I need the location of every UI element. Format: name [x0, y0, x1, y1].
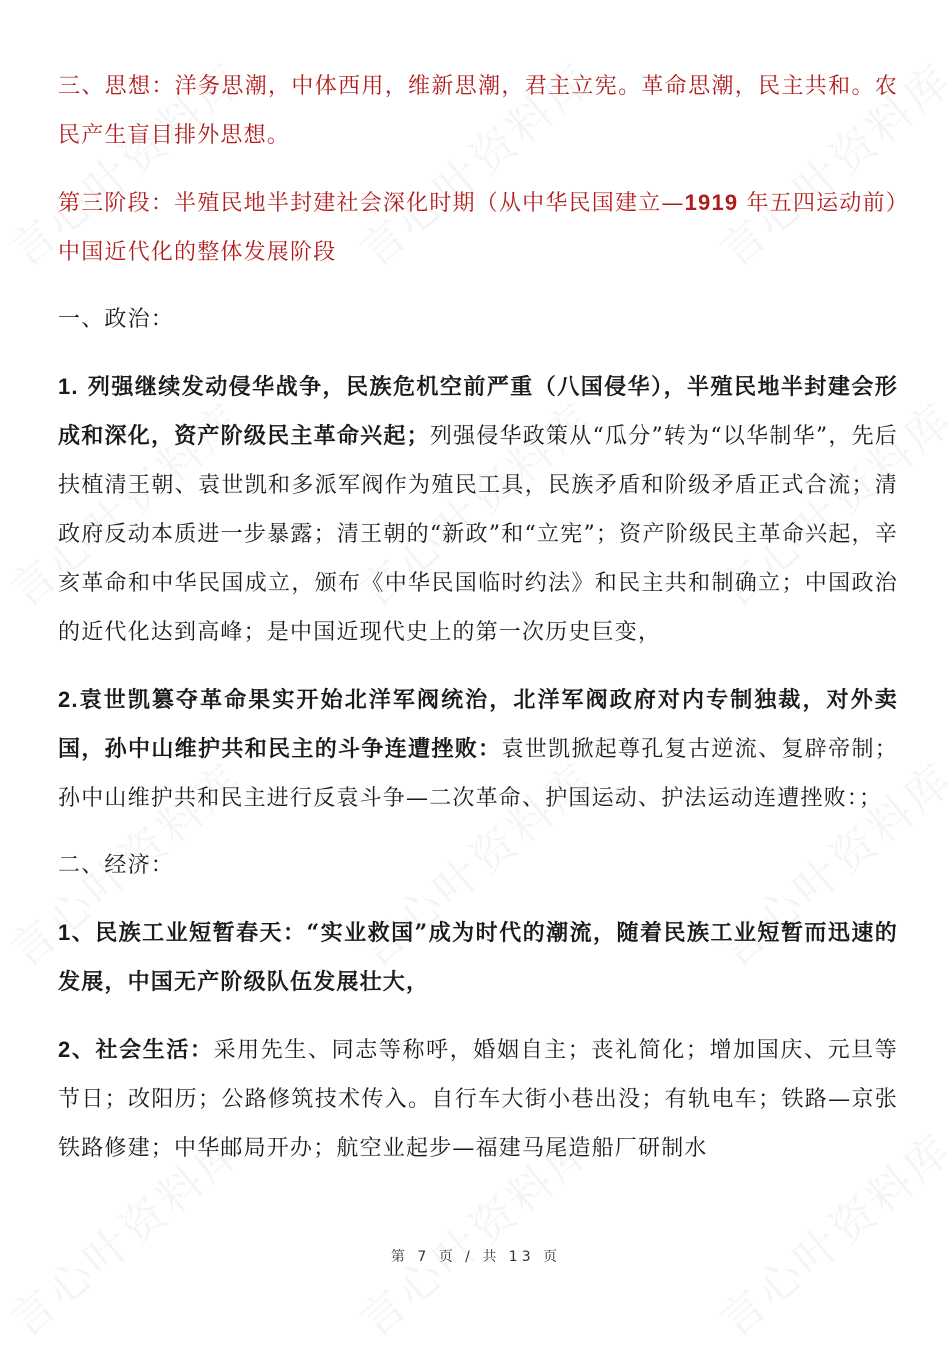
point-body-text: 采用先生、同志等称呼，婚姻自主；丧礼简化；增加国庆、元旦等节日；改阳历；公路修筑技术传入。自行车大街小巷出没；有轨电车；铁路—京张铁路修建；中华邮局开办；航空业起步—福建马尾造船厂研制水 [58, 1038, 899, 1161]
economy-heading [58, 841, 898, 890]
economy-point-2 [58, 1025, 898, 1173]
point-number: 1 [58, 920, 72, 945]
thought-text: 三、思想：洋务思潮，中体西用，维新思潮，君主立宪。革命思潮，民主共和。农民产生盲目排外思想。 [58, 74, 898, 148]
point-bold-text: 列强继续发动侵华战争，民族危机空前严重（八国侵华），半殖民地半封建会形成和深化，资产阶级民主革命兴起； [58, 374, 898, 449]
politics-heading-text: 一、政治： [58, 307, 175, 332]
thought-section [58, 62, 898, 160]
stage-heading-year: 1919 [684, 190, 739, 215]
page-number-text: 第 7 页 / 共 13 页 [390, 1249, 562, 1265]
economy-point-1 [58, 908, 898, 1007]
document-page [58, 62, 898, 1173]
page-footer [0, 1246, 952, 1266]
point-body-text: 袁世凯掀起尊孔复古逆流、复辟帝制；孙中山维护共和民主进行反袁斗争—二次革命、护国运动、护法运动连遭挫败：； [58, 737, 898, 811]
politics-point-2 [58, 675, 898, 823]
point-body-text: 列强侵华政策从“瓜分”转为“以华制华”，先后扶植清王朝、袁世凯和多派军阀作为殖民工具，民族矛盾和阶级矛盾正式合流；清政府反动本质进一步暴露；清王朝的“新政”和“立宪”；资产阶级民主革命兴起，辛亥革命和中华民国成立，颁布《中华民国临时约法》和民主共和制确立；中国政治的近代化达到高峰；是中国近现代史上的第一次历史巨变， [58, 424, 899, 645]
economy-heading-text: 二、经济： [58, 853, 175, 878]
point-bold-text: 袁世凯篡夺革命果实开始北洋军阀统治，北洋军阀政府对内专制独裁，对外卖国，孙中山维护共和民主的斗争连遭挫败： [58, 687, 898, 762]
point-number: 2 [58, 1037, 72, 1062]
point-number: 2. [58, 687, 79, 712]
politics-heading [58, 295, 898, 344]
stage-three-heading [58, 178, 898, 277]
point-bold-text: 、民族工业短暂春天：“实业救国”成为时代的潮流，随着民族工业短暂而迅速的发展，中国无产阶级队伍发展壮大， [58, 920, 898, 995]
stage-heading-text-after: 年五四运动前）中国近代化的整体发展阶段 [58, 191, 899, 265]
point-number: 1. [58, 374, 79, 399]
politics-point-1 [58, 362, 898, 657]
point-bold-text: 、社会生活： [71, 1037, 214, 1063]
stage-heading-text-before: 第三阶段：半殖民地半封建社会深化时期（从中华民国建立— [58, 191, 685, 216]
